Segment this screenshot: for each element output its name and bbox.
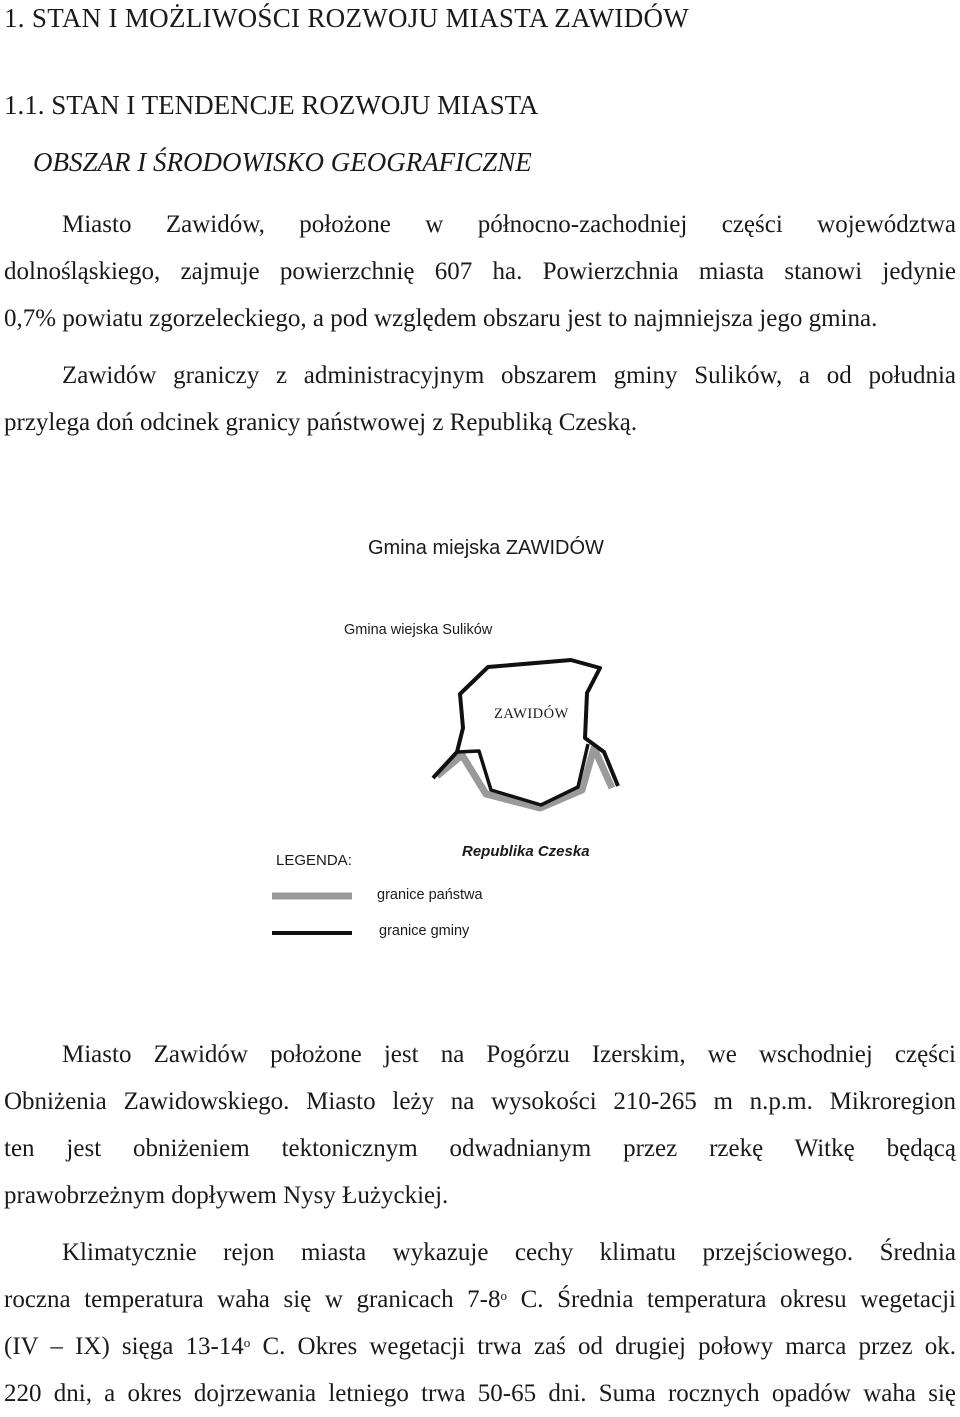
paragraph-location [4,201,956,342]
legend-label-gmina-border: granice gminy [379,923,470,939]
map-title: Gmina miejska ZAWIDÓW [368,537,604,559]
paragraph-line: Zawidów graniczy z administracyjnym obszarem gminy Sulików, a od południa [62,362,956,389]
paragraph-line: Klimatycznie rejon miasta wykazuje cechy klimatu przejściowego. Średnia [62,1239,956,1266]
map-label-czech-republic: Republika Czeska [462,843,590,860]
paragraph-line: (IV – IX) sięga 13-14$^o$ C. Okres wegetacji trwa zaś od drugiej połowy marca przez ok. [4,1333,956,1360]
paragraph-line: 220 dni, a okres dojrzewania letniego trwa 50-65 dni. Suma rocznych opadów waha się [4,1380,956,1407]
paragraph-geography [4,1031,956,1219]
paragraph-line: Obniżenia Zawidowskiego. Miasto leży na wysokości 210-265 m n.p.m. Mikroregion [4,1088,956,1115]
map-label-surrounding-gmina: Gmina wiejska Sulików [344,622,493,638]
paragraph-line: Miasto Zawidów położone jest na Pogórzu Izerskim, we wschodniej części [62,1041,956,1068]
chapter-heading: 1. STAN I MOŻLIWOŚCI ROZWOJU MIASTA ZAWIDÓW [4,3,690,33]
paragraph-line: ten jest obniżeniem tektonicznym odwadnianym przez rzekę Witkę będącą [4,1135,956,1162]
paragraph-line: przylega doń odcinek granicy państwowej z Republiką Czeską. [4,409,638,436]
paragraph-line: roczna temperatura waha się w granicach 7-8$^o$ C. Średnia temperatura okresu wegetacji [4,1286,956,1313]
paragraph-climate [4,1229,956,1417]
gmina-border-south [457,744,588,805]
state-border-line [437,748,612,808]
subsection-heading: OBSZAR I ŚRODOWISKO GEOGRAFICZNE [33,147,532,177]
map-label-town: ZAWIDÓW [494,706,569,722]
legend-title: LEGENDA: [276,852,352,869]
paragraph-line: prawobrzeżnym dopływem Nysy Łużyckiej. [4,1182,449,1209]
paragraph-line: dolnośląskiego, zajmuje powierzchnię 607 ha. Powierzchnia miasta stanowi jedynie [4,258,956,285]
paragraph-line: Miasto Zawidów, położone w północno-zachodniej części województwa [62,211,956,238]
paragraph-borders [4,352,956,446]
gmina-border-line [433,660,618,786]
section-heading: 1.1. STAN I TENDENCJE ROZWOJU MIASTA [4,90,539,120]
paragraph-line: 0,7% powiatu zgorzeleckiego, a pod względem obszaru jest to najmniejsza jego gmina. [4,305,878,332]
legend-label-state-border: granice państwa [377,887,483,903]
